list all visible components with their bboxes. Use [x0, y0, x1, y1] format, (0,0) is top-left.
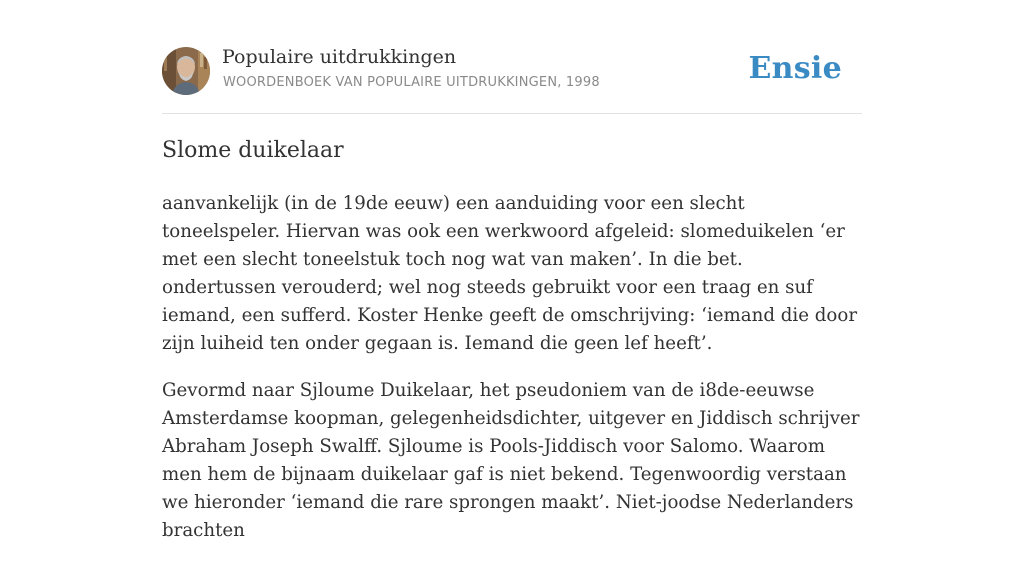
source-title[interactable]: Populaire uitdrukkingen: [222, 46, 457, 68]
ensie-logo[interactable]: Ensie: [748, 51, 842, 86]
header-divider: [162, 113, 862, 114]
entry-title: Slome duikelaar: [162, 138, 344, 163]
author-avatar[interactable]: [162, 47, 210, 95]
entry-paragraph: aanvankelijk (in de 19de eeuw) een aanduiding voor een slecht toneelspeler. Hiervan was ook een werkwoord afgeleid: slomeduikelen ‘er met een slecht toneelstuk toch nog wat van maken’. In die bet. ondertussen verouderd; wel nog steeds gebruikt voor een traag en suf iemand, een sufferd. Koster Henke geeft de omschrijving: ‘iemand die door zijn luiheid ten onder gegaan is. Iemand die geen lef heeft’.: [162, 193, 858, 354]
author-portrait-icon: [162, 47, 210, 95]
entry-paragraph: Gevormd naar Sjloume Duikelaar, het pseudoniem van de i8de-eeuwse Amsterdamse koopman, gelegenheidsdichter, uitgever en Jiddisch schrijver Abraham Joseph Swalff. Sjloume is Pools-Jiddisch voor Salomo. Waarom men hem de bijnaam duikelaar gaf is niet bekend. Tegenwoordig verstaan we hieronder ‘iemand die rare sprongen maakt’. Niet-joodse Nederlanders brachten: [162, 380, 860, 541]
source-header: [162, 46, 862, 96]
entry-body: [162, 190, 862, 564]
source-subtitle[interactable]: WOORDENBOEK VAN POPULAIRE UITDRUKKINGEN, 1998: [223, 75, 600, 90]
